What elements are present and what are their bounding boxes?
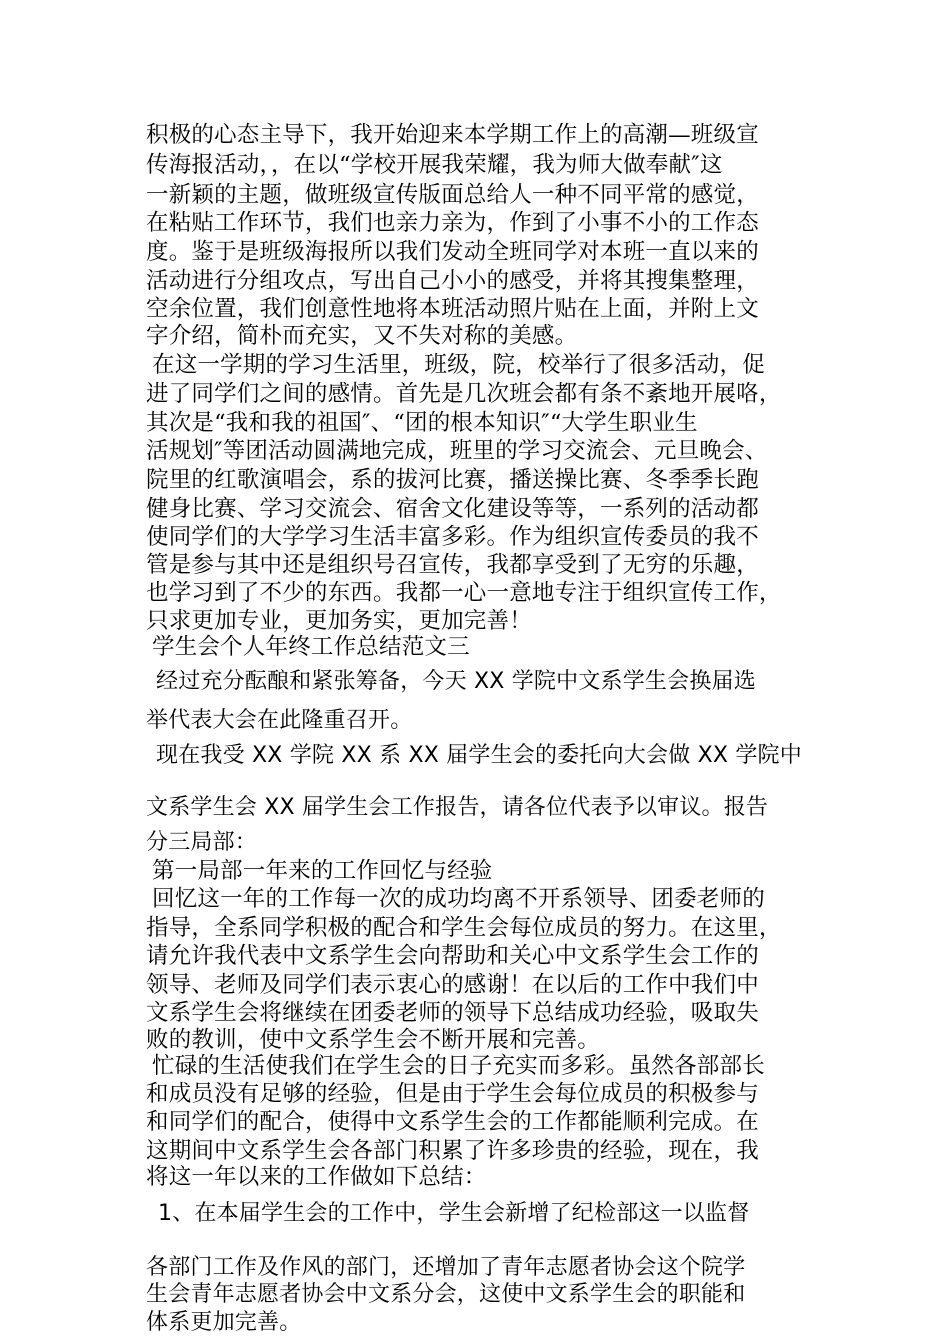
paragraph-5-line-5: 将这一年以来的工作做如下总结： — [146, 1164, 487, 1190]
paragraph-2-line-8: 管是参与其中还是组织号召宣传，我都享受到了无穷的乐趣， — [146, 552, 759, 578]
paragraph-4-line-5: 文系学生会将继续在团委老师的领导下总结成功经验，吸取失 — [146, 1000, 759, 1026]
paragraph-6-line-4: 体系更加完善。 — [146, 1310, 302, 1335]
paragraph-3a-line-1: 经过充分酝酿和紧张筹备，今天 XX 学院中文系学生会换届选 — [156, 669, 756, 694]
paragraph-4-line-2: 指导，全系同学积极的配合和学生会每位成员的努力。在这里， — [146, 915, 782, 941]
paragraph-3b-line-3: 分三局部： — [146, 830, 258, 855]
paragraph-4-line-4: 领导、老师及同学们表示衷心的感谢！在以后的工作中我们中 — [146, 972, 759, 998]
paragraph-4-line-3: 请允许我代表中文系学生会向帮助和关心中文系学生会工作的 — [146, 943, 759, 969]
paragraph-1-line-7: 空余位置，我们创意性地将本班活动照片贴在上面，并附上文 — [146, 296, 759, 322]
paragraph-5-line-4: 这期间中文系学生会各部门积累了许多珍贵的经验，现在，我 — [146, 1138, 759, 1164]
paragraph-2-line-6: 健身比赛、学习交流会、宿舍文化建设等等，一系列的活动都 — [146, 496, 759, 522]
paragraph-5-line-3: 和同学们的配合，使得中文系学生会的工作都能顺利完成。在 — [146, 1109, 759, 1135]
paragraph-2-line-2: 进了同学们之间的感情。首先是几次班会都有条不紊地开展咯， — [146, 381, 782, 407]
paragraph-1-line-3: 一新颖的主题，做班级宣传版面总给人一种不同平常的感觉， — [146, 182, 759, 208]
paragraph-3a-line-2: 举代表大会在此隆重召开。 — [146, 708, 413, 733]
paragraph-4-line-6: 败的教训，使中文系学生会不断开展和完善。 — [146, 1027, 601, 1053]
paragraph-2-line-4: 活规划″等团活动圆满地完成，班里的学习交流会、元旦晚会、 — [146, 438, 768, 464]
paragraph-2-line-7: 使同学们的大学学习生活丰富多彩。作为组织宣传委员的我不 — [146, 524, 759, 550]
paragraph-2-line-10: 只求更加专业，更加务实，更加完善！ — [146, 608, 532, 634]
paragraph-2-line-1: 在这一学期的学习生活里，班级，院，校举行了很多活动，促 — [152, 352, 765, 378]
paragraph-2-line-3: 其次是“我和我的祖国″、“团的根本知识″“大学生职业生 — [146, 410, 698, 436]
paragraph-3b-line-2: 文系学生会 XX 届学生会工作报告，请各位代表予以审议。报告 — [146, 795, 769, 820]
paragraph-4-line-1: 回忆这一年的工作每一次的成功均离不开系领导、团委老师的 — [152, 886, 765, 912]
paragraph-6-line-3: 生会青年志愿者协会中文系分会，这使中文系学生会的职能和 — [146, 1282, 746, 1307]
section-heading: 学生会个人年终工作总结范文三 — [152, 634, 470, 660]
paragraph-1-line-6: 活动进行分组攻点，写出自己小小的感受，并将其搜集整理， — [146, 268, 759, 294]
paragraph-1-line-5: 度。鉴于是班级海报所以我们发动全班同学对本班一直以来的 — [146, 239, 759, 265]
paragraph-5-line-2: 和成员没有足够的经验，但是由于学生会每位成员的积极参与 — [146, 1081, 759, 1107]
paragraph-3b-line-1: 现在我受 XX 学院 XX 系 XX 届学生会的委托向大会做 XX 学院中 — [156, 743, 802, 768]
paragraph-2-line-5: 院里的红歌演唱会，系的拔河比赛，播送操比赛、冬季季长跑 — [146, 467, 759, 493]
paragraph-6-line-2: 各部门工作及作风的部门，还增加了青年志愿者协会这个院学 — [146, 1255, 746, 1280]
paragraph-1-line-4: 在粘贴工作环节，我们也亲力亲为，作到了小事不小的工作态 — [146, 210, 759, 236]
section-1-title: 第一局部一年来的工作回忆与经验 — [152, 858, 493, 884]
paragraph-2-line-9: 也学习到了不少的东西。我都一心一意地专注于组织宣传工作， — [146, 580, 782, 606]
paragraph-1-line-1: 积极的心态主导下，我开始迎来本学期工作上的高潮—班级宣 — [146, 122, 759, 148]
paragraph-1-line-2: 传海报活动，，在以“学校开展我荣耀，我为师大做奉献″这 — [146, 152, 723, 178]
paragraph-5-line-1: 忙碌的生活使我们在学生会的日子充实而多彩。虽然各部部长 — [152, 1053, 765, 1079]
paragraph-1-line-8: 字介绍，简朴而充实，又不失对称的美感。 — [146, 323, 578, 349]
paragraph-6-line-1: 1、在本届学生会的工作中，学生会新增了纪检部这一以监督 — [158, 1201, 750, 1226]
